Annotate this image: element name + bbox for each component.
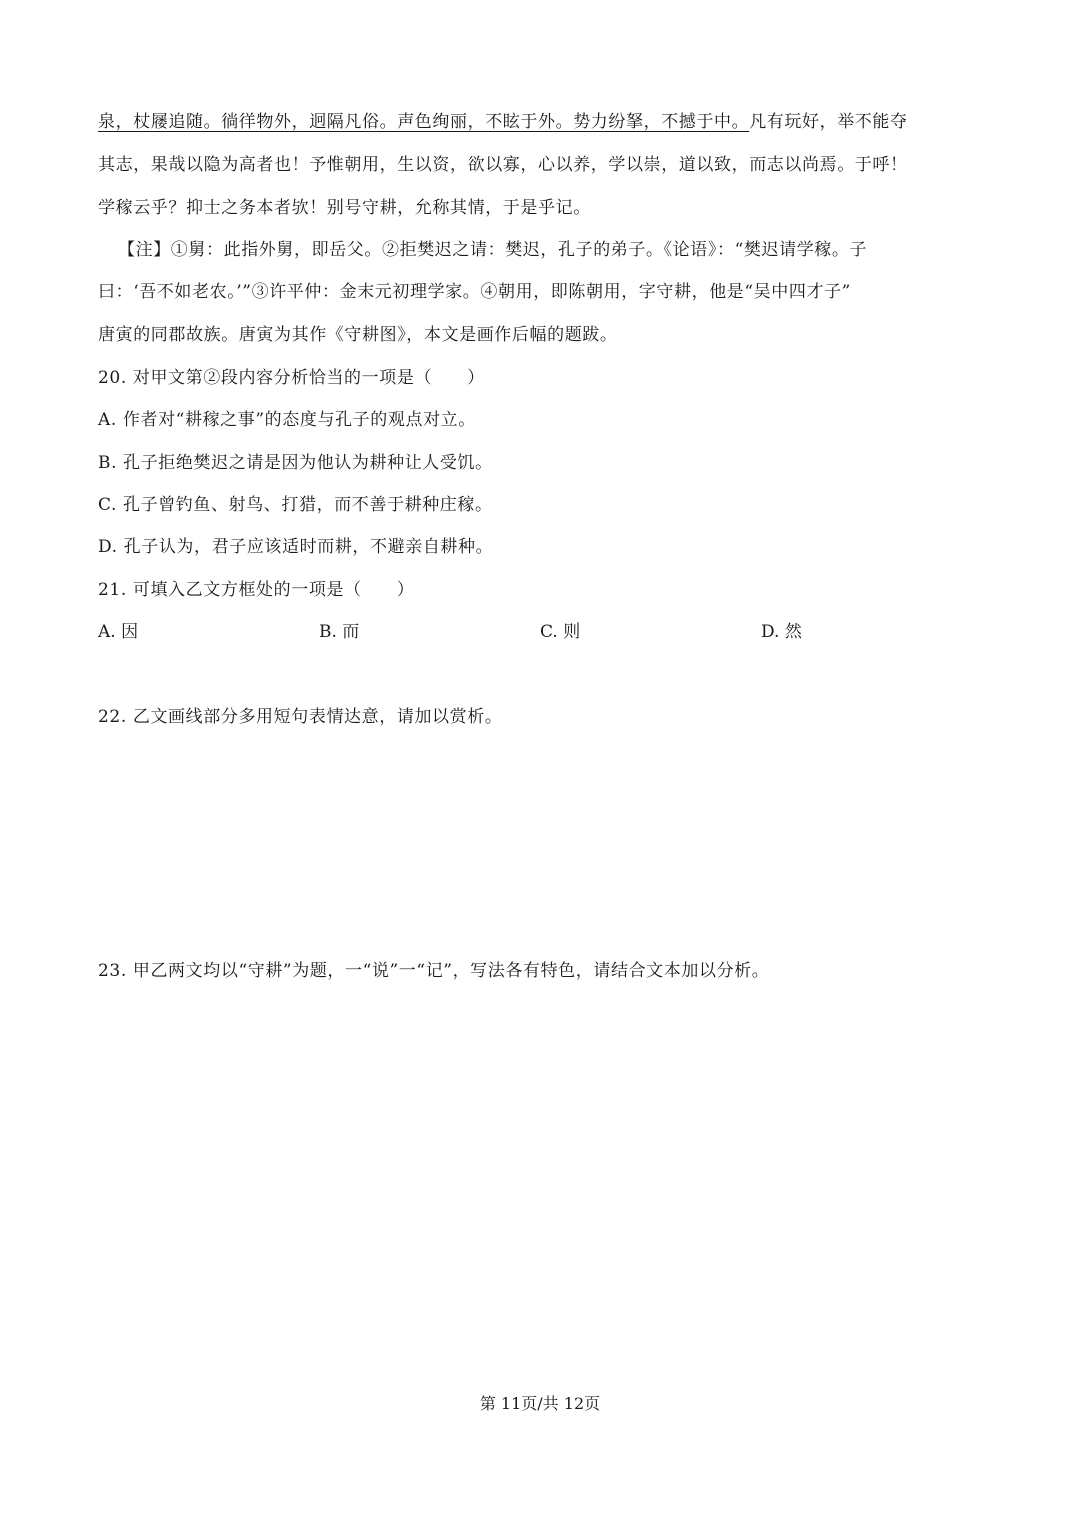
question-21-option-d: D. 然 xyxy=(761,622,802,642)
question-21-stem: 21. 可填入乙文方框处的一项是（ ） xyxy=(98,580,415,600)
passage-line-3: 学稼云乎？抑士之务本者欤！别号守耕，允称其情，于是乎记。 xyxy=(98,198,591,218)
passage-line-1 xyxy=(98,110,908,134)
question-21-option-a: A. 因 xyxy=(98,622,139,642)
question-21-option-b: B. 而 xyxy=(319,622,360,642)
question-20-option-c: C. 孔子曾钓鱼、射鸟、打猎，而不善于耕种庄稼。 xyxy=(98,495,493,515)
note-line-1: 【注】①舅：此指外舅，即岳父。②拒樊迟之请：樊迟，孔子的弟子。《论语》：“樊迟请学稼。子 xyxy=(118,240,868,260)
question-21-option-c: C. 则 xyxy=(540,622,581,642)
question-22-stem: 22. 乙文画线部分多用短句表情达意，请加以赏析。 xyxy=(98,707,503,727)
note-line-3: 唐寅的同郡故族。唐寅为其作《守耕图》，本文是画作后幅的题跋。 xyxy=(98,325,618,345)
question-20-stem: 20. 对甲文第②段内容分析恰当的一项是（ ） xyxy=(98,368,485,388)
note-line-2: 曰：‘吾不如老农。’”③许平仲：金末元初理学家。④朝用，即陈朝用，字守耕，他是“吴中四才子” xyxy=(98,282,851,302)
question-20-option-b: B. 孔子拒绝樊迟之请是因为他认为耕种让人受饥。 xyxy=(98,453,493,473)
passage-underlined-text: 泉，杖屦追随。徜徉物外，迥隔凡俗。声色绚丽，不眩于外。势力纷拏，不撼于中。 xyxy=(98,112,750,132)
question-21-options xyxy=(98,620,998,644)
passage-line-1-rest: 凡有玩好，举不能夺 xyxy=(749,112,908,132)
question-23-stem: 23. 甲乙两文均以“守耕”为题，一“说”一“记”，写法各有特色，请结合文本加以分析。 xyxy=(98,961,770,981)
page-footer: 第 11页/共 12页 xyxy=(479,1394,601,1413)
passage-line-2: 其志，果哉以隐为高者也！予惟朝用，生以资，欲以寡，心以养，学以崇，道以致，而志以尚焉。于呼！ xyxy=(98,155,908,175)
question-20-option-d: D. 孔子认为，君子应该适时而耕，不避亲自耕种。 xyxy=(98,537,494,557)
question-20-option-a: A. 作者对“耕稼之事”的态度与孔子的观点对立。 xyxy=(98,410,476,430)
